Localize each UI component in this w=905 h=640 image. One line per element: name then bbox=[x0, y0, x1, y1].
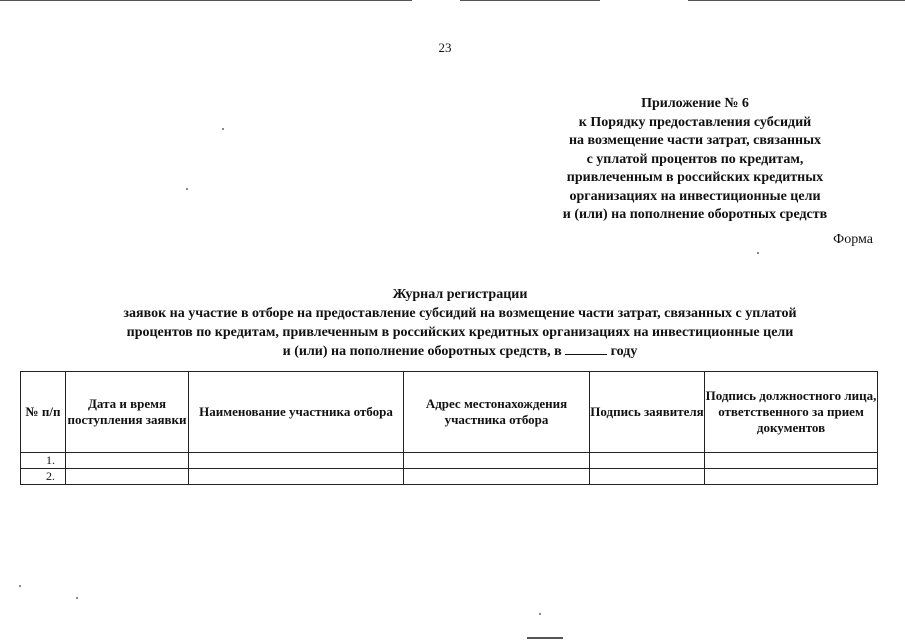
appendix-line: привлеченным в российских кредитных bbox=[566, 170, 824, 185]
table-cell[interactable] bbox=[590, 453, 705, 469]
scan-speck bbox=[76, 597, 78, 599]
journal-title: Журнал регистрации bbox=[392, 287, 528, 302]
table-cell[interactable] bbox=[189, 469, 404, 485]
column-header-address: Адрес местонахождения участника отбора bbox=[404, 372, 590, 453]
table-cell[interactable] bbox=[66, 453, 189, 469]
journal-heading bbox=[30, 285, 890, 361]
table-cell[interactable] bbox=[404, 469, 590, 485]
column-header-participant-name: Наименование участника отбора bbox=[189, 372, 404, 453]
row-number-cell: 2. bbox=[21, 469, 66, 485]
column-header-number: № п/п bbox=[21, 372, 66, 453]
scan-edge-line-bottom bbox=[527, 637, 563, 639]
column-header-datetime: Дата и время поступления заявки bbox=[66, 372, 189, 453]
scan-edge-line-left bbox=[0, 0, 412, 1]
appendix-line: на возмещение части затрат, связанных bbox=[568, 133, 822, 148]
scan-edge-line-mid bbox=[460, 0, 600, 1]
scan-edge-line-right bbox=[688, 0, 905, 1]
table-row bbox=[21, 453, 878, 469]
table-cell[interactable] bbox=[66, 469, 189, 485]
journal-subtitle-line: заявок на участие в отборе на предоставление субсидий на возмещение части затрат, связанных с уплатой bbox=[123, 306, 797, 321]
row-number-cell: 1. bbox=[21, 453, 66, 469]
table-row bbox=[21, 469, 878, 485]
scan-speck bbox=[222, 128, 224, 130]
table-cell[interactable] bbox=[705, 453, 878, 469]
appendix-line: Приложение № 6 bbox=[641, 96, 749, 111]
scan-speck bbox=[186, 188, 188, 190]
appendix-line: и (или) на пополнение оборотных средств bbox=[562, 207, 828, 222]
scan-speck bbox=[539, 613, 541, 615]
scan-speck bbox=[19, 585, 21, 587]
table-cell[interactable] bbox=[705, 469, 878, 485]
table-cell[interactable] bbox=[590, 469, 705, 485]
year-blank-field[interactable] bbox=[565, 342, 607, 355]
appendix-header bbox=[500, 95, 890, 225]
table-header-row bbox=[21, 372, 878, 453]
column-header-official-signature: Подпись должностного лица, ответственного за прием документов bbox=[705, 372, 878, 453]
table-cell[interactable] bbox=[189, 453, 404, 469]
scan-speck bbox=[757, 252, 759, 254]
registration-table bbox=[20, 371, 878, 485]
table-cell[interactable] bbox=[404, 453, 590, 469]
appendix-line: к Порядку предоставления субсидий bbox=[578, 114, 812, 130]
journal-line3-suffix: году bbox=[610, 344, 638, 359]
page-number: 23 bbox=[438, 40, 452, 55]
appendix-line: организациях на инвестиционные цели bbox=[569, 188, 821, 204]
journal-subtitle-line bbox=[30, 342, 890, 361]
column-header-applicant-signature: Подпись заявителя bbox=[590, 372, 705, 453]
appendix-line: с уплатой процентов по кредитам, bbox=[586, 151, 804, 167]
journal-subtitle-line: процентов по кредитам, привлеченным в российских кредитных организациях на инвестиционные цели bbox=[126, 325, 794, 340]
form-label: Форма bbox=[833, 232, 873, 247]
journal-line3-prefix: и (или) на пополнение оборотных средств, в bbox=[282, 344, 562, 359]
